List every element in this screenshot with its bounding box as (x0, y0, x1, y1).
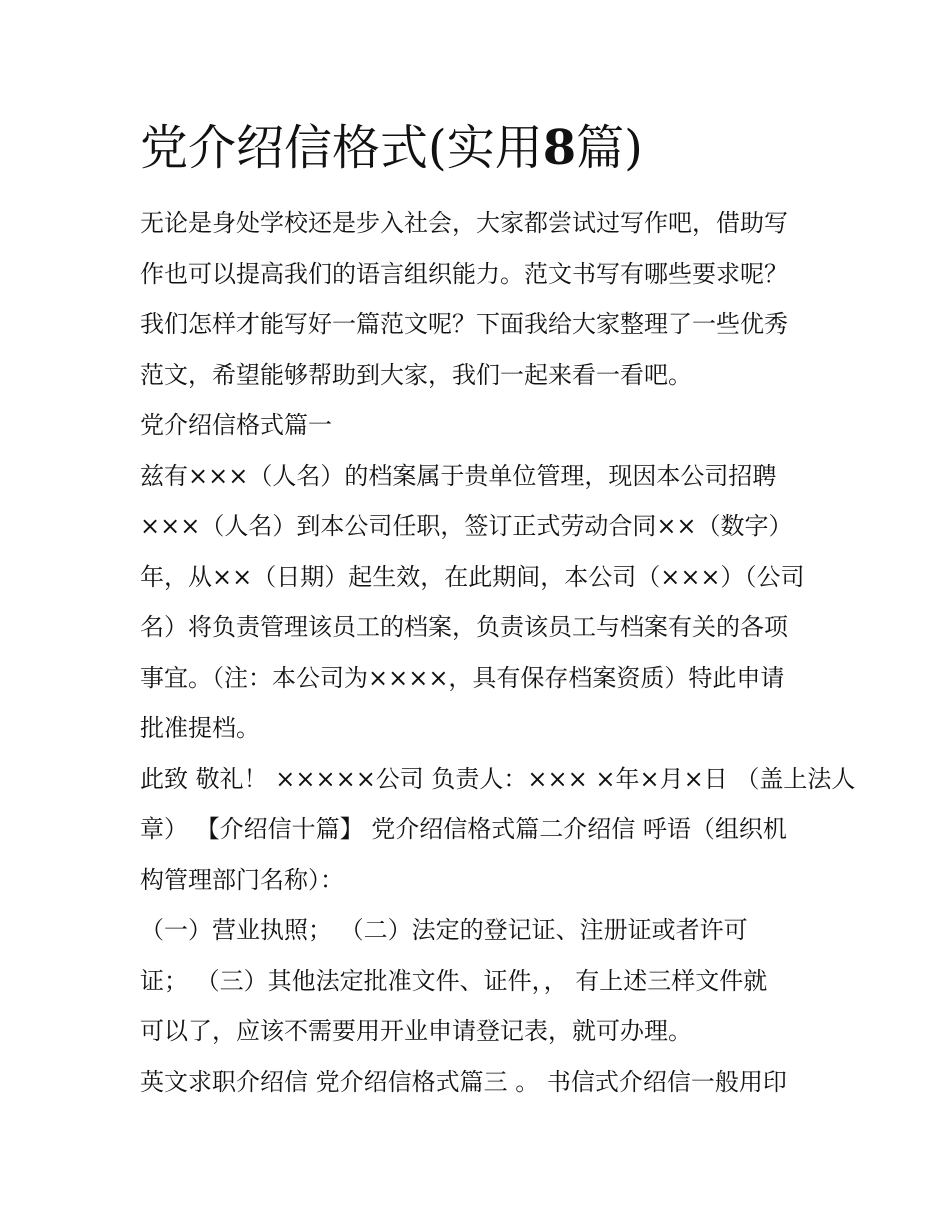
body-line-1: 无论是身处学校还是步入社会，大家都尝试过写作吧，借助写 (140, 209, 788, 237)
document-title (140, 118, 820, 178)
title-number: 8 (542, 120, 577, 176)
body-line-10: 事宜。（注：本公司为××××，具有保存档案资质）特此申请 (140, 663, 785, 692)
body-line-11: 批准提档。 (140, 714, 260, 742)
body-line-7: ×××（人名）到本公司任职，签订正式劳动合同××（数字） (140, 512, 793, 540)
body-line-3: 我们怎样才能写好一篇范文呢？下面我给大家整理了一些优秀 (140, 310, 788, 338)
body-line-16: 证； （三）其他法定批准文件、证件，， 有上述三样文件就 (140, 966, 768, 995)
title-suffix: 篇) (576, 120, 643, 176)
body-line-13: 章） 【介绍信十篇】 党介绍信格式篇二介绍信 呼语（组织机 (140, 815, 787, 843)
body-line-9: 名）将负责管理该员工的档案，负责该员工与档案有关的各项 (140, 613, 788, 641)
body-line-15: （一）营业执照； （二）法定的登记证、注册证或者许可 (140, 916, 748, 944)
title-prefix: 党介绍信格式(实用 (140, 120, 543, 176)
body-line-4: 范文，希望能够帮助到大家，我们一起来看一看吧。 (140, 360, 692, 389)
document-page (140, 118, 856, 1107)
body-line-17: 可以了，应该不需要用开业申请登记表，就可办理。 (140, 1017, 692, 1045)
body-line-18: 英文求职介绍信 党介绍信格式篇三 。 书信式介绍信一般用印 (140, 1067, 787, 1096)
body-line-8: 年，从××（日期）起生效，在此期间，本公司（×××）（公司 (140, 562, 805, 591)
body-line-12: 此致 敬礼！ ×××××公司 负责人：××× ×年×月×日 （盖上法人 (140, 764, 856, 793)
body-line-14: 构管理部门名称）： (140, 865, 344, 894)
section-heading-1: 党介绍信格式篇一 (140, 411, 332, 439)
body-line-2: 作也可以提高我们的语言组织能力。范文书写有哪些要求呢？ (140, 259, 788, 288)
body-line-6: 兹有×××（人名）的档案属于贵单位管理，现因本公司招聘 (140, 461, 777, 490)
